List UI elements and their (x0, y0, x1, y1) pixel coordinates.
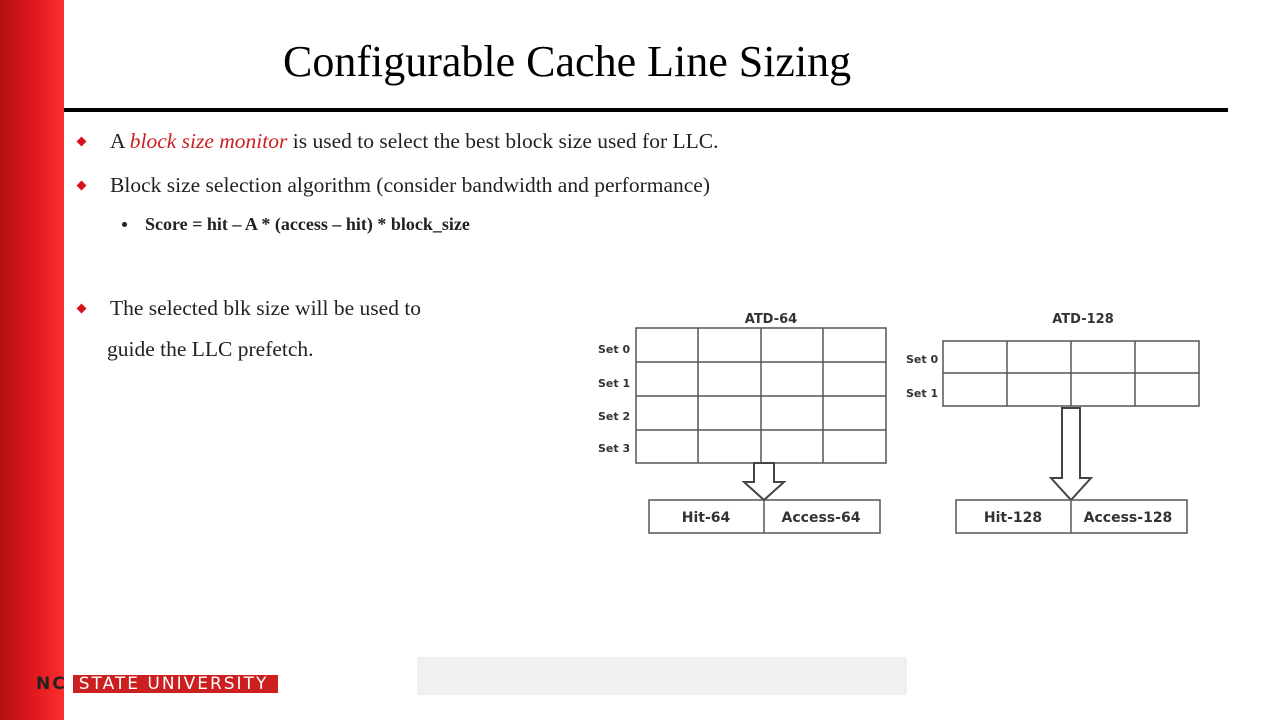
atd64-group (598, 312, 886, 533)
bullet-text: The selected blk size will be used to (110, 296, 422, 320)
atd64-access-label: Access-64 (781, 510, 861, 526)
atd128-grid (943, 341, 1199, 406)
atd64-grid (636, 328, 886, 463)
logo-state-university: STATE UNIVERSITY (73, 675, 279, 693)
logo-nc: NC (36, 674, 67, 694)
down-arrow-icon (1051, 408, 1091, 500)
down-arrow-icon (744, 463, 784, 500)
atd64-set-label: Set 0 (598, 343, 631, 356)
atd64-set-label: Set 1 (598, 377, 631, 390)
bullet-emphasis: block size monitor (129, 129, 288, 153)
score-formula-text: Score = hit – A * (access – hit) * block_size (145, 214, 470, 234)
atd64-set-label: Set 2 (598, 410, 631, 423)
atd128-access-label: Access-128 (1083, 510, 1173, 526)
atd128-set-label: Set 1 (906, 387, 939, 400)
ncsu-logo (36, 675, 278, 693)
atd64-hit-label: Hit-64 (681, 510, 731, 526)
footer-placeholder-box (417, 657, 907, 695)
atd128-title: ATD-128 (1052, 312, 1114, 327)
bullet-prefix: A (110, 129, 130, 153)
slide-title: Configurable Cache Line Sizing (283, 37, 852, 86)
atd128-group (906, 312, 1199, 533)
atd64-set-label: Set 3 (598, 442, 631, 455)
atd128-hit-label: Hit-128 (983, 510, 1043, 526)
bullet-continuation: guide the LLC prefetch. (107, 337, 314, 361)
atd64-title: ATD-64 (744, 312, 798, 327)
bullet-suffix: is used to select the best block size used for LLC. (287, 129, 719, 153)
atd128-set-label: Set 0 (906, 353, 939, 366)
bullet-text: Block size selection algorithm (consider bandwidth and performance) (110, 173, 711, 197)
